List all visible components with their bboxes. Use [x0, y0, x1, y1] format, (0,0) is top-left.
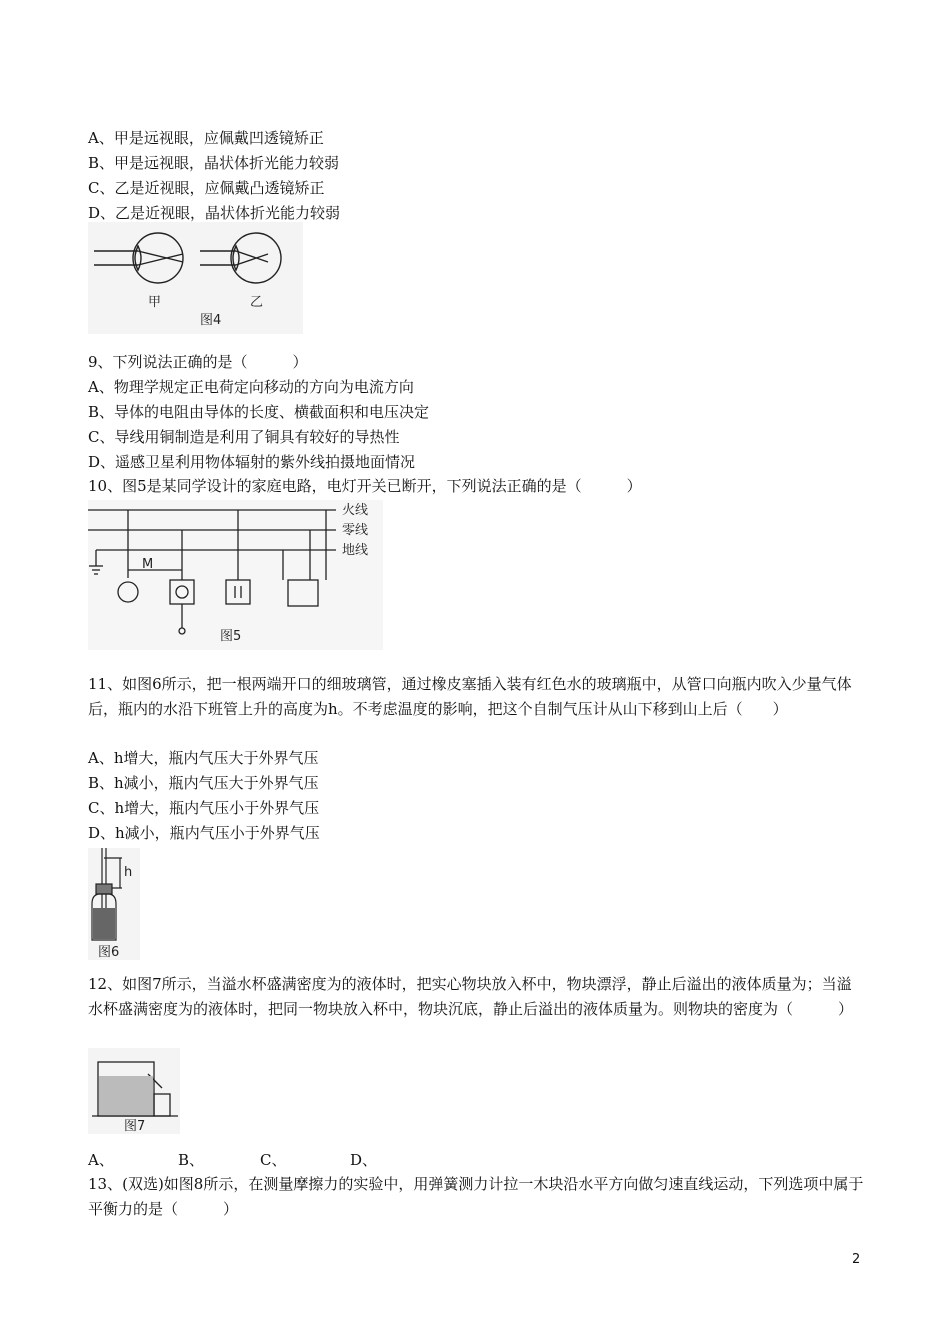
- fig5-ground-label: 地线: [342, 543, 369, 558]
- q12-option-d: D、: [350, 1151, 378, 1169]
- q8-option-a: A、甲是远视眼，应佩戴凹透镜矫正: [88, 129, 324, 147]
- q9-option-c: C、导线用铜制造是利用了铜具有较好的导热性: [88, 428, 400, 446]
- q10-stem: 10、图5是某同学设计的家庭电路，电灯开关已断开，下列说法正确的是（ ）: [88, 477, 642, 495]
- q13-stem: 13、(双选)如图8所示，在测量摩擦力的实验中，用弹簧测力计拉一木块沿水平方向做匀速直线运动，下列选项中属于平衡力的是（ ）: [88, 1175, 864, 1218]
- fig5-switch-label: M: [142, 557, 154, 572]
- q8-option-d: D、乙是近视眼，晶状体折光能力较弱: [88, 204, 341, 222]
- q9-option-d: D、遥感卫星利用物体辐射的紫外线拍摄地面情况: [88, 453, 416, 471]
- q11-stem: 11、如图6所示，把一根两端开口的细玻璃管，通过橡皮塞插入装有红色水的玻璃瓶中，从管口向瓶内吹入少量气体后，瓶内的水沿下班管上升的高度为h。不考虑温度的影响，把这个自制气压计从山下移到山上后（ ）: [88, 675, 852, 718]
- page-number: 2: [852, 1252, 861, 1267]
- figure-5-circuit: [88, 500, 383, 650]
- q12-option-a: A、: [88, 1151, 114, 1169]
- fig4-label-jia: 甲: [148, 295, 162, 310]
- fig6-caption: 图6: [98, 945, 120, 960]
- q9-option-b: B、导体的电阻由导体的长度、横截面积和电压决定: [88, 403, 430, 421]
- figure-6-barometer: [88, 848, 140, 960]
- q8-option-c: C、乙是近视眼，应佩戴凸透镜矫正: [88, 179, 325, 197]
- fig4-label-yi: 乙: [250, 295, 264, 310]
- q11-option-a: A、h增大，瓶内气压大于外界气压: [88, 749, 319, 767]
- q8-option-b: B、甲是远视眼，晶状体折光能力较弱: [88, 154, 340, 172]
- fig7-caption: 图7: [124, 1119, 146, 1134]
- q11-option-c: C、h增大，瓶内气压小于外界气压: [88, 799, 320, 817]
- q12-stem: 12、如图7所示，当溢水杯盛满密度为的液体时，把实心物块放入杯中，物块漂浮，静止后溢出的液体质量为；当溢水杯盛满密度为的液体时，把同一物块放入杯中，物块沉底，静止后溢出的液体质量为。则物块的密度为（ ）: [88, 975, 854, 1018]
- q12-option-b: B、: [178, 1151, 205, 1169]
- fig5-caption: 图5: [220, 629, 242, 644]
- fig5-live-label: 火线: [342, 503, 369, 518]
- fig4-caption: 图4: [200, 313, 222, 328]
- q9-option-a: A、物理学规定正电荷定向移动的方向为电流方向: [88, 378, 414, 396]
- figure-7-overflow-cup: [88, 1048, 180, 1134]
- q11-option-b: B、h减小，瓶内气压大于外界气压: [88, 774, 319, 792]
- q9-stem: 9、下列说法正确的是（ ）: [88, 353, 308, 371]
- q12-option-c: C、: [260, 1151, 287, 1169]
- fig5-neutral-label: 零线: [342, 523, 369, 538]
- figure-4-eyes: [88, 222, 303, 334]
- q11-option-d: D、h减小，瓶内气压小于外界气压: [88, 824, 320, 842]
- fig6-h-label: h: [124, 865, 133, 880]
